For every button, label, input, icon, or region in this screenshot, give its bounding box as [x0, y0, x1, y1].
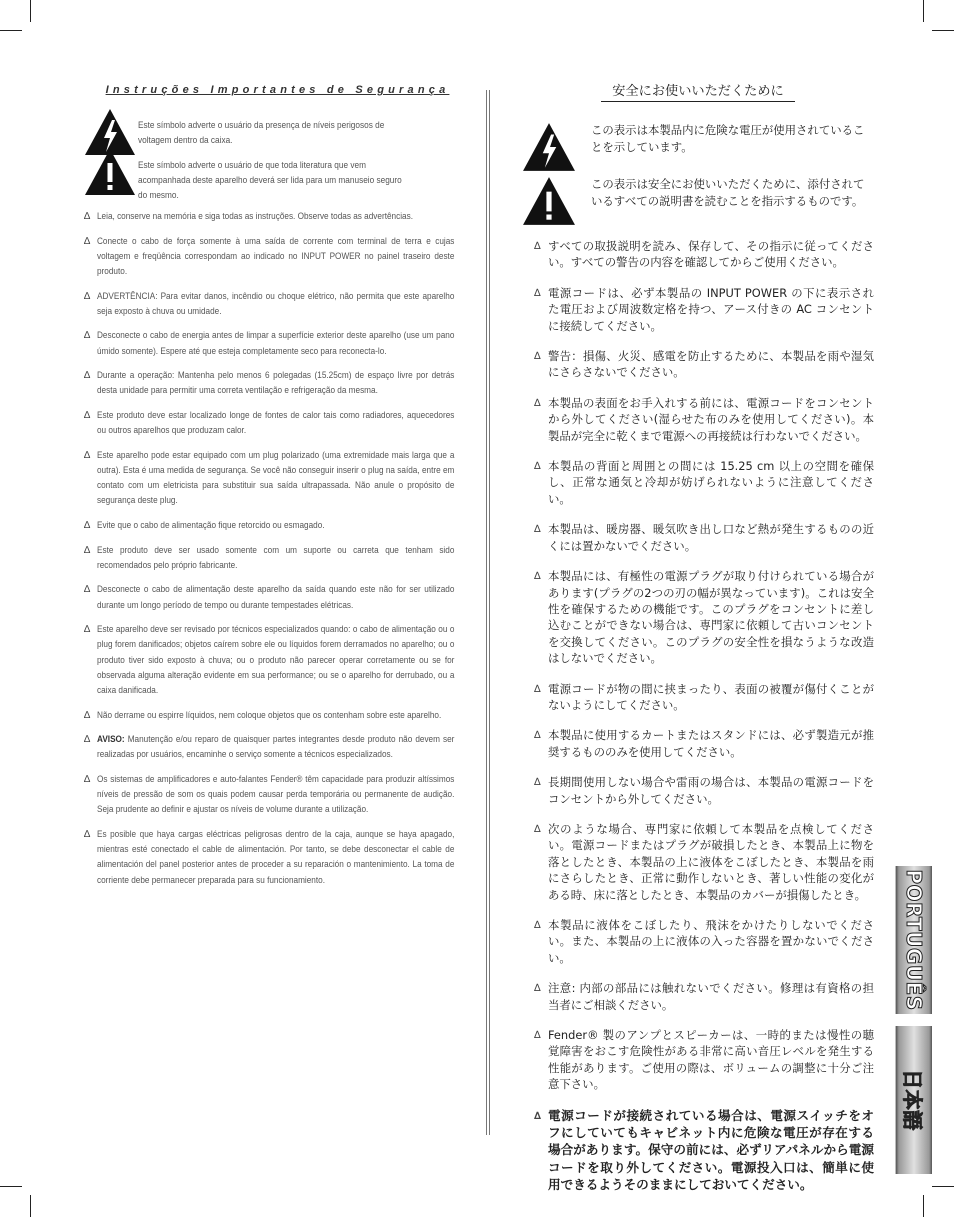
- list-item: ∆ Não derrame ou espirre líquidos, nem coloque objetos que os contenham sobre este aparelho.: [84, 708, 451, 723]
- list-item: ∆ 長期間使用しない場合や雷雨の場合は、本製品の電源コードをコンセントから外してください。: [534, 775, 874, 806]
- triangle-bullet-icon: ∆: [534, 920, 541, 931]
- aviso-text: Manutenção e/ou reparo de quaisquer partes integrantes desde produto não devem ser realizadas por usuários, encaminhe o serviço somente a técnicos especializados.: [97, 734, 455, 761]
- pt-literature-warning: [84, 148, 451, 203]
- list-item: ∆ 本製品には、有極性の電源プラグが取り付けられている場合があります(プラグの2つの刃の幅が異なっています)。これは安全性を確保するための機能です。このプラグをコンセントに差し込むことができない場合は、専門家に依頼して古いコンセントを交換してください。このプラグの安全性を損なうような改造はしないでください。: [534, 569, 874, 666]
- triangle-bullet-icon: ∆: [84, 519, 91, 531]
- portuguese-section: [84, 84, 455, 897]
- triangle-bullet-icon: ∆: [84, 734, 91, 746]
- list-item: ∆ Este aparelho deve ser revisado por técnicos especializados quando: o cabo de alimentação ou o plug forem danificados; objetos caírem sobre ele ou líquidos forem derramados no aparelho; ou o produto tiver sido exposto à chuva; ou o produto não parecer operar corretamente ou se for observada alguma alteração evidente em sua performance; ou se o aparelho for derrubado, ou a caixa danificada.: [84, 624, 455, 696]
- triangle-bullet-icon: ∆: [534, 730, 541, 742]
- list-item: ∆ Fender® 製のアンプとスピーカーは、一時的または慢性の聴覚障害をおこす危険性がある非常に高い音圧レベルを発生する性能があります。ご使用の際は、ボリュームの調整に十分ご注意下さい。: [534, 1028, 874, 1092]
- list-item: ∆ Conecte o cabo de força somente à uma saída de corrente com terminal de terra e cujas voltagem e freqüência correspondam ao indicado no INPUT POWER no painel traseiro deste produto.: [84, 235, 455, 277]
- triangle-bullet-icon: ∆: [534, 823, 541, 835]
- triangle-bullet-icon: ∆: [84, 330, 91, 342]
- crop-mark: [923, 0, 924, 22]
- aviso-item: [84, 732, 455, 762]
- triangle-bullet-icon: ∆: [534, 1110, 541, 1122]
- list-item: ∆ 本製品の背面と周囲との間には 15.25 cm 以上の空間を確保し、正常な通気と冷却が妨げられないように注意してください。: [534, 459, 874, 506]
- aviso-label: AVISO:: [97, 734, 125, 746]
- list-item: ∆ Desconecte o cabo de alimentação deste aparelho da saída quando este não for ser utilizado durante um longo período de tempo ou durante tempestades elétricas.: [84, 584, 455, 611]
- list-item: ∆ Este produto deve ser usado somente com um suporte ou carreta que tenham sido recomendados pelo próprio fabricante.: [84, 544, 455, 571]
- list-item: ∆ 本製品の表面をお手入れする前には、電源コードをコンセントから外してください(湿らせた布のみを使用してください)。本製品が完全に乾くまで電源への再接続は行わないでください。: [534, 395, 874, 443]
- triangle-bullet-icon: ∆: [84, 211, 91, 222]
- exclamation-warning-icon: [522, 176, 576, 226]
- list-item: ∆ 本製品に使用するカートまたはスタンドには、必ず製造元が推奨するもののみを使用してください。: [534, 728, 874, 759]
- tab-japanese[interactable]: [895, 1026, 932, 1174]
- crop-mark: [30, 0, 31, 22]
- triangle-bullet-icon: ∆: [534, 287, 541, 299]
- lightning-warning-icon: [522, 122, 576, 172]
- list-item: ∆ Es posible que haya cargas eléctricas peligrosas dentro de la caja, aunque se haya apagado, mientras esté conectado el cable de alimentación. Por tanto, se debe desconectar el cable de alimentación del panel posterior antes de proceder a su reparación o mantenimiento. La toma de corriente debe permanecer preparada para su funcionamiento.: [84, 828, 455, 886]
- crop-mark: [923, 1195, 924, 1217]
- triangle-bullet-icon: ∆: [534, 351, 541, 363]
- triangle-bullet-icon: ∆: [84, 449, 91, 461]
- list-item: ∆ Este produto deve estar localizado longe de fontes de calor tais como radiadores, aquecedores ou outros aparelhos que produzam calor.: [84, 409, 455, 437]
- triangle-bullet-icon: ∆: [534, 524, 541, 536]
- tab-portuguese-label: PORTUGUÊS: [902, 869, 926, 1011]
- triangle-bullet-icon: ∆: [534, 571, 541, 583]
- triangle-bullet-icon: ∆: [534, 241, 541, 252]
- list-item: ∆ Evite que o cabo de alimentação fique retorcido ou esmagado.: [84, 518, 451, 533]
- pt-warning-text: Este símbolo adverte o usuário da presença de níveis perigosos de voltagem dentro da caixa.: [138, 120, 385, 146]
- triangle-bullet-icon: ∆: [84, 773, 91, 785]
- triangle-bullet-icon: ∆: [84, 290, 91, 302]
- jp-voltage-warning: [522, 122, 874, 172]
- crop-mark: [932, 1186, 954, 1187]
- triangle-bullet-icon: ∆: [84, 828, 91, 840]
- pt-title: Instruções Importantes de Segurança: [105, 84, 450, 96]
- jp-warning-text: この表示は安全にお使いいただくために、添付されているすべての説明書を読むことを指示するものです。: [591, 177, 865, 208]
- triangle-bullet-icon: ∆: [84, 709, 91, 721]
- list-item: ∆ Leia, conserve na memória e siga todas as instruções. Observe todas as advertências.: [84, 209, 451, 224]
- list-item: ∆ ADVERTÊNCIA: Para evitar danos, incêndio ou choque elétrico, não permita que este aparelho seja exposto à chuva ou umidade.: [84, 290, 455, 317]
- list-item: ∆ 電源コードは、必ず本製品の INPUT POWER の下に表示された電圧および周波数定格を持つ、アース付きの AC コンセントに接続してください。: [534, 285, 874, 333]
- triangle-bullet-icon: ∆: [534, 397, 541, 409]
- column-divider: [486, 90, 490, 1135]
- list-item: ∆ 本製品に液体をこぼしたり、飛沫をかけたりしないでください。また、本製品の上に液体の入った容器を置かないでください。: [534, 918, 874, 965]
- list-item: ∆ 注意: 内部の部品には触れないでください。修理は有資格の担当者にご相談ください。: [534, 981, 874, 1012]
- list-item: ∆ 本製品は、暖房器、暖気吹き出し口など熱が発生するものの近くには置かないでください。: [534, 522, 874, 553]
- tab-japanese-label: 日本語: [900, 1069, 925, 1131]
- list-item: ∆ 電源コードが接続されている場合は、電源スイッチをオフにしていてもキャビネット内に危険な電圧が存在する場合があります。保守の前には、必ずリアパネルから電源コードを取り外してください。電源投入口は、簡単に使用できるようそのままにしておいてください。: [534, 1107, 874, 1192]
- crop-mark: [30, 1195, 31, 1217]
- list-item: ∆ 警告：損傷、火災、感電を防止するために、本製品を雨や湿気にさらさないでください。: [534, 349, 874, 380]
- japanese-section: [522, 80, 874, 1207]
- triangle-bullet-icon: ∆: [84, 584, 91, 596]
- triangle-bullet-icon: ∆: [534, 461, 541, 473]
- list-item: ∆ Os sistemas de amplificadores e auto-falantes Fender® têm capacidade para produzir altíssimos níveis de pressão de som os quais podem causar perda temporária ou permanente de audição. Seja prudente ao definir e ajustar os níveis de volume durante a utilização.: [84, 773, 455, 816]
- list-item: ∆ 次のような場合、専門家に依頼して本製品を点検してください。電源コードまたはプラグが破損したとき、本製品上に物を落としたとき、本製品の上に液体をこぼしたとき、本製品を雨にさらしたとき、正常に動作しないとき、著しい性能の変化がある時、床に落としたとき、本製品のカバーが損傷したとき。: [534, 821, 874, 902]
- list-item: ∆ 電源コードが物の間に挟まったり、表面の被覆が傷付くことがないようにしてください。: [534, 681, 874, 712]
- list-item: ∆ すべての取扱説明を読み、保存して、その指示に従ってください。すべての警告の内容を確認してからご使用ください。: [534, 239, 874, 270]
- jp-title: 安全にお使いいただくために: [601, 80, 795, 102]
- crop-mark: [0, 30, 22, 31]
- triangle-bullet-icon: ∆: [534, 777, 541, 789]
- list-item: ∆ Este aparelho pode estar equipado com um plug polarizado (uma extremidade mais larga que a outra). Esta é uma medida de segurança. Se você não conseguir inserir o plug na saída, entre em contato com um eletricista para substituir sua saída ultrapassada. Não anule o propósito de segurança deste plug.: [84, 449, 455, 507]
- triangle-bullet-icon: ∆: [84, 409, 91, 421]
- exclamation-warning-icon: [84, 148, 136, 196]
- jp-warning-text: この表示は本製品内に危険な電圧が使用されていることを示しています。: [591, 123, 865, 154]
- triangle-bullet-icon: ∆: [534, 1030, 541, 1042]
- triangle-bullet-icon: ∆: [84, 235, 91, 247]
- triangle-bullet-icon: ∆: [534, 683, 541, 695]
- triangle-bullet-icon: ∆: [84, 370, 91, 382]
- triangle-bullet-icon: ∆: [84, 544, 91, 556]
- jp-literature-warning: [522, 176, 874, 226]
- triangle-bullet-icon: ∆: [534, 983, 541, 995]
- list-item: ∆ Desconecte o cabo de energia antes de limpar a superfície exterior deste aparelho (use um pano úmido somente). Espere até que esteja completamente seco para reconecta-lo.: [84, 330, 455, 357]
- crop-mark: [932, 30, 954, 31]
- pt-warning-text: Este símbolo adverte o usuário de que toda literatura que vem acompanhada deste aparelho deverá ser lida para um manuseio seguro do mesmo.: [138, 160, 402, 201]
- triangle-bullet-icon: ∆: [84, 624, 91, 636]
- list-item: ∆ Durante a operação: Mantenha pelo menos 6 polegadas (15.25cm) de espaço livre por detrás desta unidade para permitir uma correta ventilação e refrigeração da mesma.: [84, 370, 455, 397]
- crop-mark: [0, 1186, 22, 1187]
- tab-portuguese[interactable]: [895, 866, 932, 1014]
